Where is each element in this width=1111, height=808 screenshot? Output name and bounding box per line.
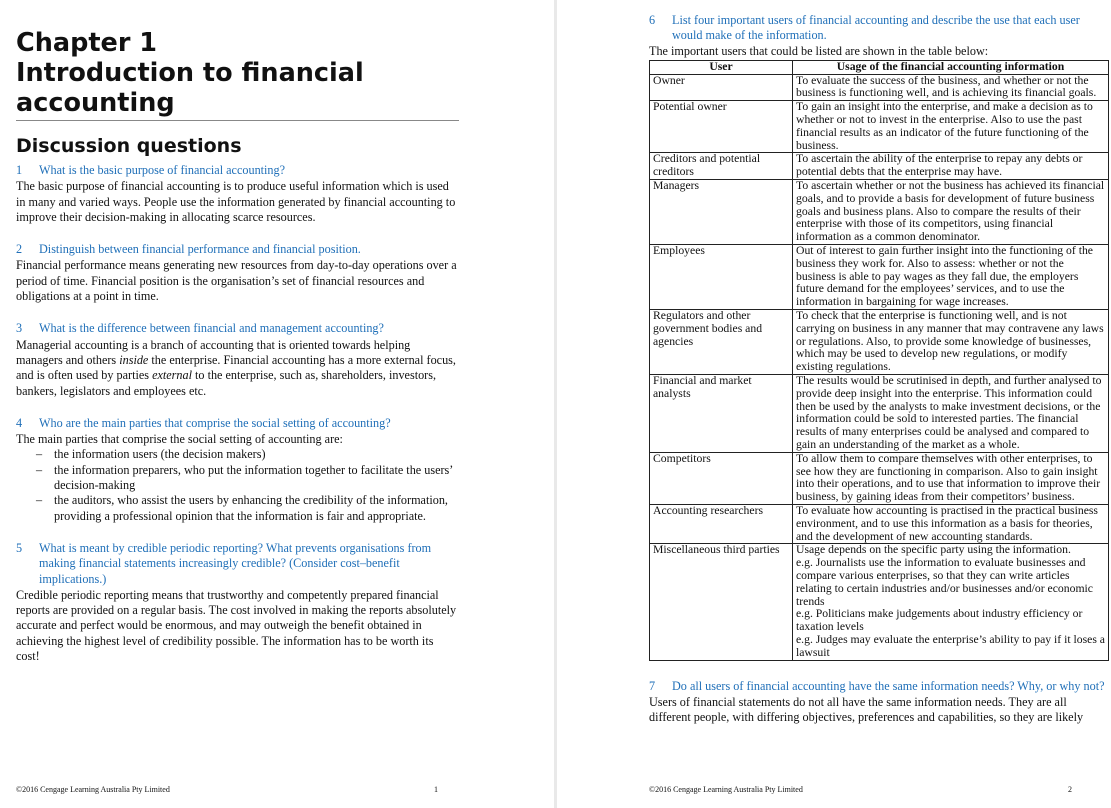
question-number: 2 [16,242,23,257]
question-text [16,416,460,431]
usage-line: e.g. Politicians make judgements about industry efficiency or taxation levels [796,607,1083,634]
copyright-footer: ©2016 Cengage Learning Australia Pty Limited [649,785,803,794]
usage-cell: Out of interest to gain further insight into the functioning of the business they work for. Also to assess: whether or not the business is able to pay wages as they fall due, the employers future demand for the employees’ services, and to use the information in bargaining for wage increases. [793,245,1109,310]
usage-cell [793,544,1109,660]
usage-cell: To gain an insight into the enterprise, and make a decision as to whether or not to invest in the enterprise. Also to use the past financial results as an indicator of the future functioning of the business. [793,101,1109,153]
question-text [649,13,1109,44]
question-text [16,163,460,178]
question-item-4 [16,416,460,524]
question-item-3 [16,321,460,398]
usage-cell: To check that the enterprise is functioning well, and is not carrying on business in any manner that may contravene any laws or regulations. Also, to provide some knowledge of businesses, which may be used to develop new regulations, or modify existing regulations. [793,310,1109,375]
document-page-1 [0,0,554,808]
table-header-user: User [650,60,793,74]
question-label: What is the difference between financial and management accounting? [39,321,384,336]
table-row [650,452,1109,504]
question-text [16,541,460,587]
question-number: 7 [649,678,656,693]
answer-emphasis: inside [119,352,149,367]
answer-text: Financial performance means generating new resources from day-to-day operations over a period of time. Financial position is the organisation’s set of financial resources and obligations at a point in time. [16,258,457,304]
user-cell: Miscellaneous third parties [650,544,793,660]
user-cell: Creditors and potential creditors [650,153,793,180]
question-number: 6 [649,13,656,27]
answer-text: Users of financial statements do not all have the same information needs. They are all different people, with differing objectives, preferences and capabilities, so they are likely [649,694,1084,725]
question-number: 1 [16,163,23,177]
answer-text: The basic purpose of financial accounting is to produce useful information which is used in many and varied ways. People use the information generated by financial accounting to improve their decision-making in allocating scarce resources. [16,179,456,224]
question-number: 5 [16,540,23,555]
user-cell: Employees [650,245,793,310]
table-row [650,504,1109,543]
chapter-title [16,28,460,118]
question-label: What is meant by credible periodic reporting? What prevents organisations from making financial statements increasingly credible? (Consider cost–benefit implications.) [39,540,432,586]
question-label: Do all users of financial accounting have the same information needs? Why, or why not? [672,678,1105,693]
user-cell: Owner [650,74,793,101]
answer-segment: to the enterprise, such as, shareholders, investors, bankers, legislators and employees etc. [16,368,437,398]
table-header-usage: Usage of the financial accounting information [793,60,1109,74]
question-text [649,679,1109,694]
usage-line: e.g. Judges may evaluate the enterprise’s ability to pay if it loses a lawsuit [796,632,1105,659]
question-item-1 [16,163,460,225]
table-row [650,310,1109,375]
user-cell: Accounting researchers [650,504,793,543]
table-row [650,153,1109,180]
table-row [650,101,1109,153]
user-cell: Potential owner [650,101,793,153]
question-label: Who are the main parties that comprise the social setting of accounting? [39,415,391,430]
table-row [650,544,1109,660]
document-page-2 [557,0,1111,808]
user-cell: Competitors [650,452,793,504]
title-divider [16,120,459,121]
answer-text: Credible periodic reporting means that trustworthy and competently prepared financial reports are provided on a regular basis. The cost involved in making the reports absolutely accurate and perfect would be enormous, and may outweigh the benefit obtained in achieving the highest level of credibility possible. The information has to be worth its cost! [16,587,457,664]
page-2-content [649,13,1109,725]
table-row [650,375,1109,453]
table-header-row [650,60,1109,74]
page-number: 2 [1068,785,1072,794]
question-number: 4 [16,415,23,430]
question-label: Distinguish between financial performance and financial position. [39,242,361,257]
question-item-5 [16,541,460,664]
page-number: 1 [434,785,438,794]
chapter-title-line: Chapter 1 [16,28,158,58]
section-heading: Discussion questions [16,135,242,157]
answer-emphasis: external [152,368,192,383]
table-row [650,180,1109,245]
parties-list [16,447,460,523]
table-row [650,74,1109,101]
question-text [16,321,460,336]
question-number: 3 [16,321,23,336]
user-cell: Financial and market analysts [650,375,793,453]
list-item: – the information preparers, who put the information together to facilitate the users’ decision-making [16,463,460,494]
user-cell: Managers [650,180,793,245]
usage-cell: To allow them to compare themselves with other enterprises, to see how they are functioning in comparison. Also to gain insight into their operations, and to use that information to improve their business, by gaining ideas from their competitors’ business. [793,452,1109,504]
copyright-footer: ©2016 Cengage Learning Australia Pty Limited [16,785,170,794]
answer-segment: the enterprise. Financial accounting has a more external focus, and is often used by parties [16,352,456,383]
usage-cell: To ascertain the ability of the enterprise to repay any debts or potential debts that the enterprise may have. [793,153,1109,180]
chapter-title-line: Introduction to financial [16,58,364,88]
usage-cell: To ascertain whether or not the business has achieved its financial goals, and to provide a basis for development of future business goals and business plans. Also to compare the results of their enterprise with those of its competitors, using financial information as a common denominator. [793,180,1109,245]
question-item-2 [16,242,460,304]
question-label: What is the basic purpose of financial accounting? [39,163,286,177]
usage-line: Usage depends on the specific party using the information. [796,543,1071,557]
usage-line: e.g. Journalists use the information to evaluate businesses and compare various enterprises, so that they can write articles relating to certain industries and/or businesses and/or economic trends [796,556,1093,608]
user-cell: Regulators and other government bodies and agencies [650,310,793,375]
question-text [16,242,460,257]
usage-cell: To evaluate the success of the business, and whether or not the business is functioning well, and is achieving its financial goals. [793,74,1109,101]
question-label: List four important users of financial accounting and describe the use that each user would make of the information. [672,13,1080,43]
table-row [650,245,1109,310]
usage-cell: The results would be scrutinised in depth, and further analysed to provide deep insight into the enterprise. This information could then be used by the analysts to make investment decisions, or the information could be sold to interested parties. The financial results of many enterprises could be analysed and compared to gain an understanding of the market as a whole. [793,375,1109,453]
list-item: – the information users (the decision makers) [16,447,460,462]
answer-text [16,338,460,399]
answer-text: The important users that could be listed are shown in the table below: [649,43,989,58]
users-table [649,60,1109,661]
question-item-7 [649,679,1109,726]
answer-segment: Managerial accounting is a branch of accounting that is oriented towards helping managers and others [16,337,411,367]
chapter-title-line: accounting [16,88,175,118]
answer-text: The main parties that comprise the social setting of accounting are: [16,432,343,447]
usage-cell: To evaluate how accounting is practised in the practical business environment, and to use this information as a basis for theories, and the development of new accounting standards. [793,504,1109,543]
list-item: – the auditors, who assist the users by enhancing the credibility of the information, providing a professional opinion that the information is fair and appropriate. [16,493,460,524]
discussion-questions-list [16,163,460,664]
